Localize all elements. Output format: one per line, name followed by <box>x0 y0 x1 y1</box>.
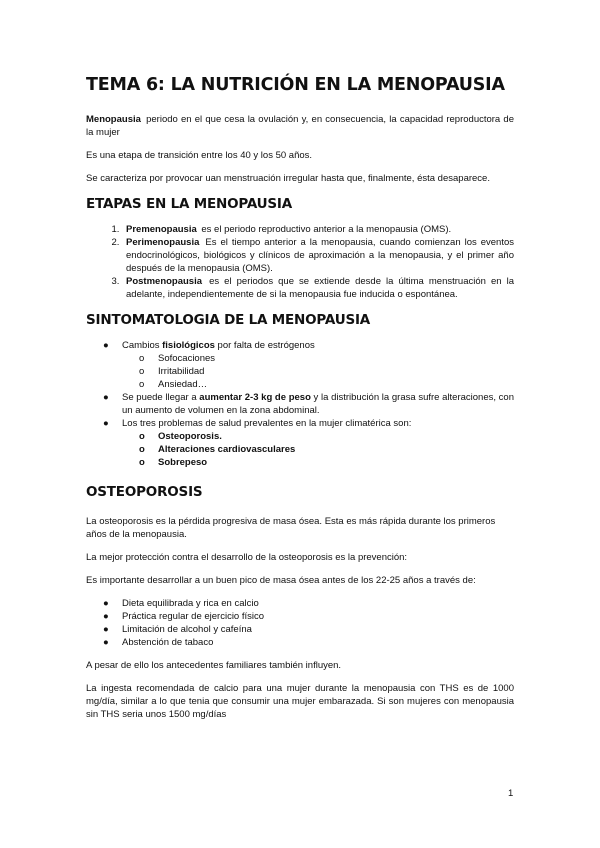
definition-term: Menopausia <box>86 114 141 125</box>
osteo-paragraph-3: Es importante desarrollar a un buen pico de masa ósea antes de los 22-25 años a través de: <box>86 575 476 586</box>
list-item <box>86 610 514 623</box>
bullet-icon: ● <box>103 598 109 609</box>
list-item-text: Los tres problemas de salud prevalentes en la mujer climatérica son: <box>122 418 412 429</box>
symptoms-list <box>86 339 514 469</box>
bullet-icon: ● <box>103 418 109 429</box>
bullet-icon: ● <box>103 392 109 403</box>
circle-bullet-icon: o <box>139 431 145 442</box>
list-item-text: por falta de estrógenos <box>214 340 315 351</box>
circle-bullet-icon: o <box>139 379 145 390</box>
list-item <box>86 339 514 391</box>
bullet-icon: ● <box>103 624 109 635</box>
stages-list <box>86 223 514 301</box>
stage-item <box>122 223 514 236</box>
stage-item <box>122 275 514 301</box>
list-item <box>86 391 514 417</box>
sub-list-item <box>122 378 514 391</box>
circle-bullet-icon: o <box>139 444 145 455</box>
sub-item-text: Irritabilidad <box>158 366 205 377</box>
sub-item-text: Alteraciones cardiovasculares <box>158 444 296 455</box>
list-item-text: Cambios <box>122 340 163 351</box>
bullet-icon: ● <box>103 637 109 648</box>
sub-list-item <box>122 365 514 378</box>
list-item-bold: aumentar 2-3 kg de peso <box>199 392 311 403</box>
circle-bullet-icon: o <box>139 366 145 377</box>
page-title: TEMA 6: LA NUTRICIÓN EN LA MENOPAUSIA <box>86 75 505 95</box>
osteo-paragraph-1: La osteoporosis es la pérdida progresiva de masa ósea. Esta es más rápida durante los primeros años de la menopausia. <box>86 516 496 540</box>
list-item-text: Práctica regular de ejercicio físico <box>122 611 265 622</box>
stage-term: Perimenopausia <box>126 237 200 248</box>
page-number: 1 <box>508 788 514 799</box>
section-heading-sintomatologia: SINTOMATOLOGIA DE LA MENOPAUSIA <box>86 312 371 328</box>
menopause-definition <box>86 113 514 139</box>
osteo-paragraph-5: La ingesta recomendada de calcio para una mujer durante la menopausia con THS es de 1000 mg/día, similar a lo que tenia que consumir una mujer embarazada. Si son mujeres con menopausia sin THS seria unos 1500 mg/días <box>86 683 514 720</box>
list-item <box>86 597 514 610</box>
list-item <box>86 417 514 469</box>
sub-item-text: Sofocaciones <box>158 353 216 364</box>
page-content <box>86 74 514 731</box>
sub-list-item <box>122 352 514 365</box>
osteo-paragraph-4: A pesar de ello los antecedentes familiares también influyen. <box>86 660 342 671</box>
sub-list <box>122 430 514 469</box>
sub-list-item <box>122 430 514 443</box>
intro-paragraph-3: Se caracteriza por provocar uan menstruación irregular hasta que, finalmente, ésta desaparece. <box>86 173 490 184</box>
section-heading-etapas: ETAPAS EN LA MENOPAUSIA <box>86 196 293 212</box>
list-item-text: Limitación de alcohol y cafeína <box>122 624 252 635</box>
sub-list-item <box>122 443 514 456</box>
list-item-bold: fisiológicos <box>162 340 215 351</box>
prevention-list <box>86 597 514 649</box>
stage-text: es el periodos que se extiende desde la última menstruación en la adelante, independientemente de si la menopausia fue inducida o espontánea. <box>126 276 514 300</box>
list-item-text: Abstención de tabaco <box>122 637 214 648</box>
circle-bullet-icon: o <box>139 353 145 364</box>
stage-text: Es el tiempo anterior a la menopausia, cuando comienzan los eventos endocrinológicos, biológicos y clínicos de aproximación a la menopausia, y el primer año después de la menopausia (OMS). <box>126 237 514 274</box>
stage-item <box>122 236 514 275</box>
list-item-text: Se puede llegar a <box>122 392 200 403</box>
sub-list <box>122 352 514 391</box>
circle-bullet-icon: o <box>139 457 145 468</box>
bullet-icon: ● <box>103 340 109 351</box>
definition-text: periodo en el que cesa la ovulación y, en consecuencia, la capacidad reproductora de la mujer <box>86 114 514 138</box>
intro-paragraph-2: Es una etapa de transición entre los 40 y los 50 años. <box>86 150 313 161</box>
sub-item-text: Sobrepeso <box>158 457 208 468</box>
sub-list-item <box>122 456 514 469</box>
osteo-paragraph-2: La mejor protección contra el desarrollo de la osteoporosis es la prevención: <box>86 552 408 563</box>
bullet-icon: ● <box>103 611 109 622</box>
stage-term: Premenopausia <box>126 224 197 235</box>
sub-item-text: Ansiedad… <box>158 379 208 390</box>
list-item-text: y la distribución la grasa sufre alteraciones, con un aumento de volumen en la zona abdominal. <box>122 392 514 416</box>
sub-item-text: Osteoporosis. <box>158 431 222 442</box>
list-item <box>86 636 514 649</box>
list-item <box>86 623 514 636</box>
section-heading-osteoporosis: OSTEOPOROSIS <box>86 484 203 500</box>
list-item-text: Dieta equilibrada y rica en calcio <box>122 598 259 609</box>
stage-term: Postmenopausia <box>126 276 203 287</box>
stage-text: es el periodo reproductivo anterior a la menopausia (OMS). <box>198 224 452 235</box>
